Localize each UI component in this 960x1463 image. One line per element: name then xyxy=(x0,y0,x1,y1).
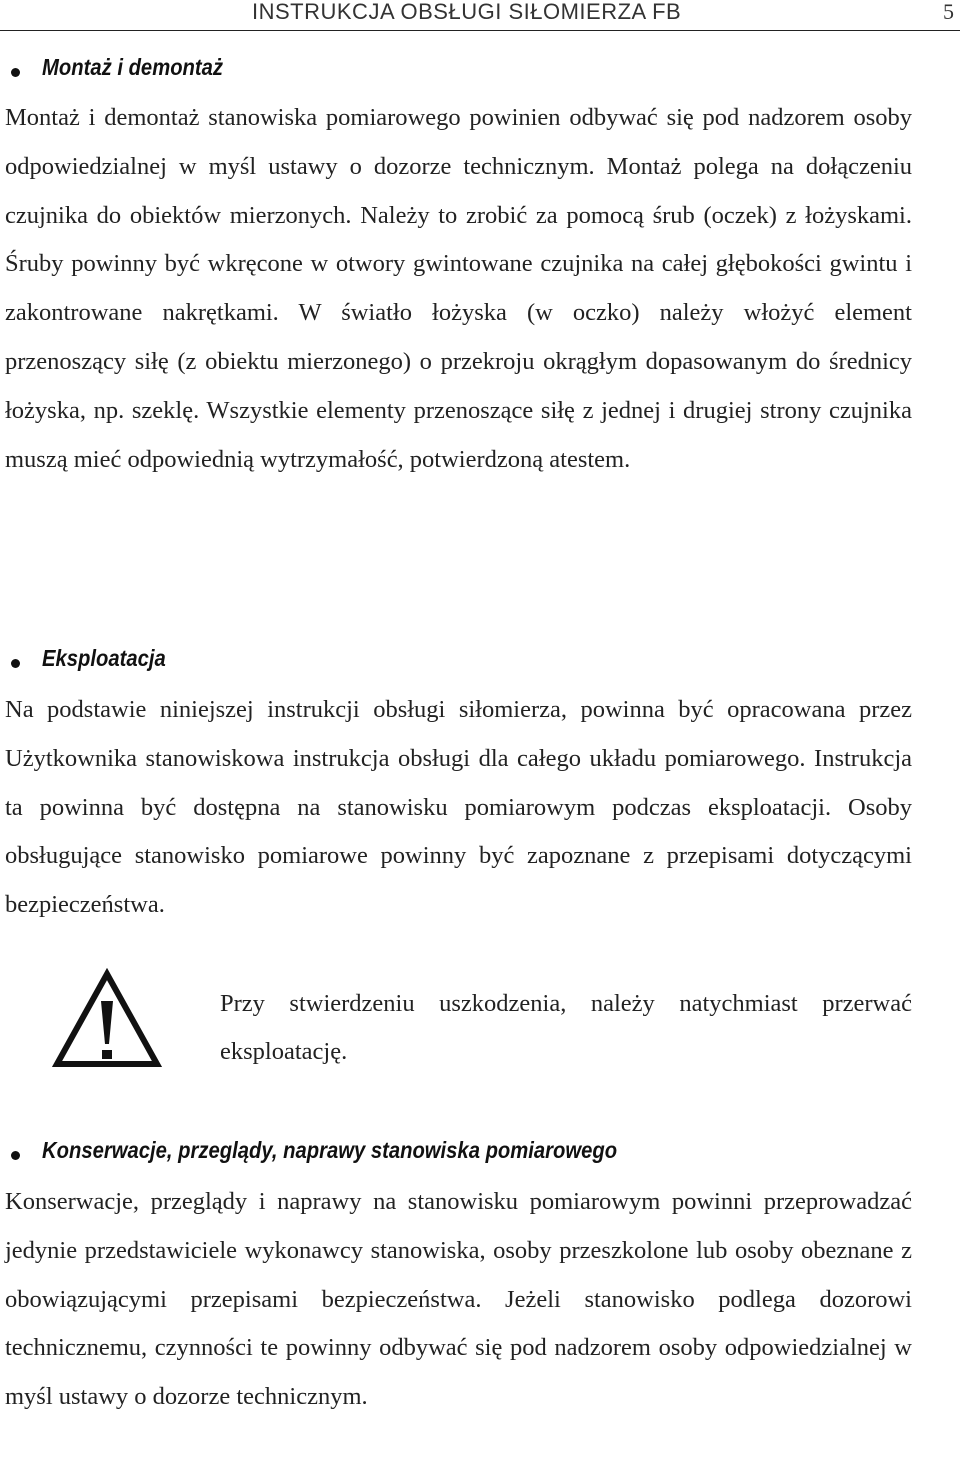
section-title: Eksploatacja xyxy=(42,645,166,671)
warning-triangle-icon xyxy=(52,968,162,1068)
page-number: 5 xyxy=(943,0,954,24)
warning-text: Przy stwierdzeniu uszkodzenia, należy natychmiast przerwać eksploatację. xyxy=(220,990,912,1065)
section-heading-konserwacje xyxy=(0,1137,960,1173)
section-title: Konserwacje, przeglądy, naprawy stanowiska pomiarowego xyxy=(42,1137,618,1163)
page-header xyxy=(0,0,960,31)
section-title: Montaż i demontaż xyxy=(42,54,224,80)
section-heading-montaz xyxy=(0,54,960,90)
section-paragraph-montaz: Montaż i demontaż stanowiska pomiarowego powinien odbywać się pod nadzorem osoby odpowiedzialnej w myśl ustawy o dozorze technicznym. Montaż polega na dołączeniu czujnika do obiektów mierzonych. Należy to zrobić za pomocą śrub (oczek) z łożyskami. Śruby powinny być wkręcone w otwory gwintowane czujnika na całej głębokości gwintu i zakontrowane nakrętkami. W światło łożyska (w oczko) należy włożyć element przenoszący siłę (z obiektu mierzonego) o przekroju okrągłym dopasowanym do średnicy łożyska, np. szeklę. Wszystkie elementy przenoszące siłę z jednej i drugiej strony czujnika muszą mieć odpowiednią wytrzymałość, potwierdzoną atestem. xyxy=(5,104,912,473)
bullet-icon xyxy=(11,68,20,77)
section-paragraph-eksploatacja: Na podstawie niniejszej instrukcji obsługi siłomierza, powinna być opracowana przez Użytkownika stanowiskowa instrukcja obsługi dla całego układu pomiarowego. Instrukcja ta powinna być dostępna na stanowisku pomiarowym podczas eksploatacji. Osoby obsługujące stanowisko pomiarowe powinny być zapoznane z przepisami dotyczącymi bezpieczeństwa. xyxy=(5,696,912,919)
bullet-icon xyxy=(11,1151,20,1160)
section-paragraph-konserwacje: Konserwacje, przeglądy i naprawy na stanowisku pomiarowym powinni przeprowadzać jedynie przedstawiciele wykonawcy stanowiska, osoby przeszkolone lub osoby obeznane z obowiązującymi przepisami bezpieczeństwa. Jeżeli stanowisko podlega dozorowi technicznemu, czynności te powinny odbywać się pod nadzorem osoby odpowiedzialnej w myśl ustawy o dozorze technicznym. xyxy=(5,1188,912,1411)
section-heading-eksploatacja xyxy=(0,645,960,681)
bullet-icon xyxy=(11,659,20,668)
header-title: INSTRUKCJA OBSŁUGI SIŁOMIERZA FB xyxy=(252,0,682,24)
